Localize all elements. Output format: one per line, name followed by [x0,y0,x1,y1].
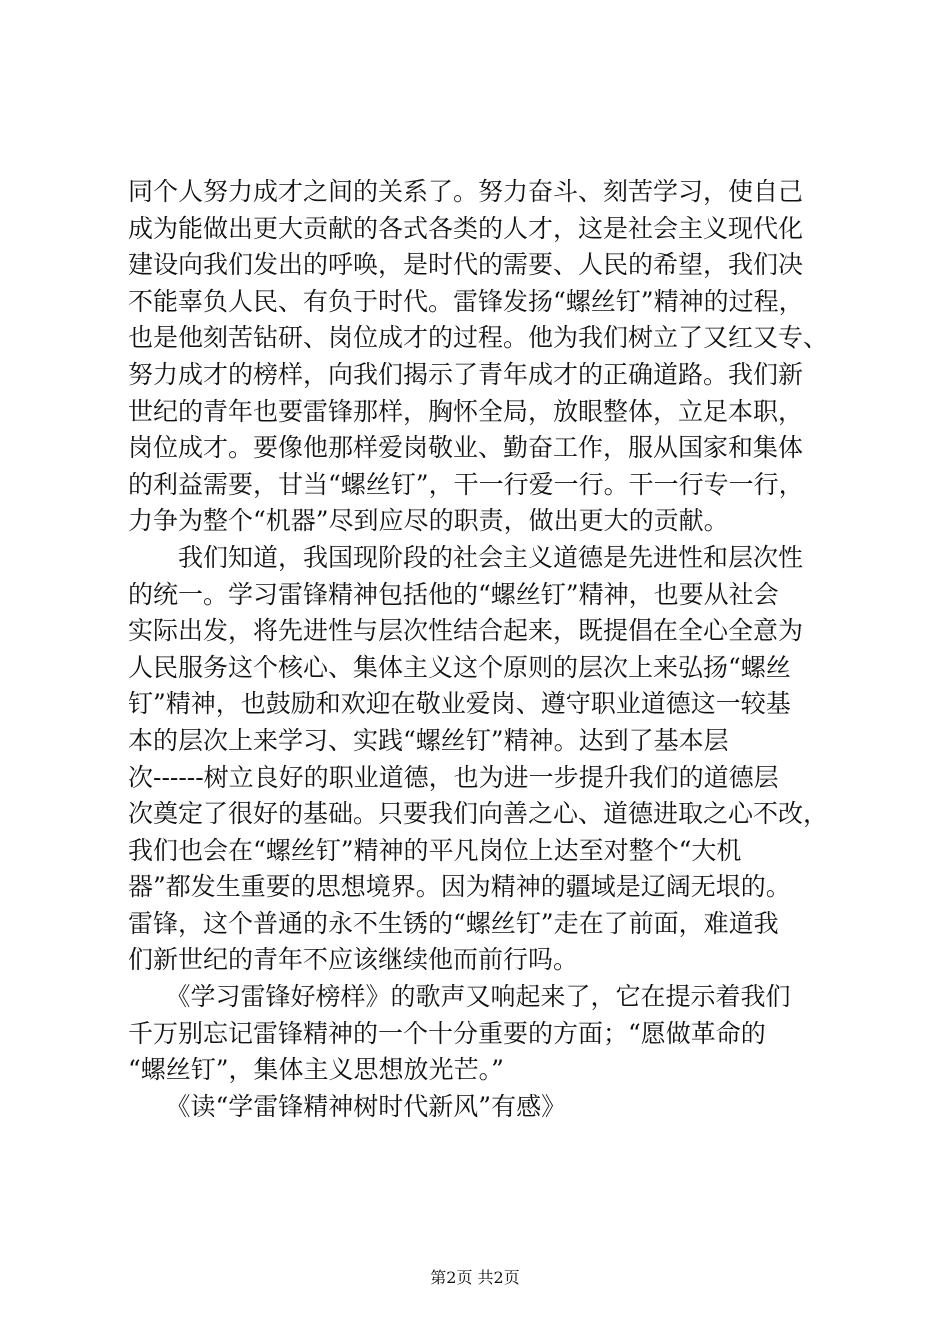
text-line: 实际出发，将先进性与层次性结合起来，既提倡在全心全意为 [128,616,804,646]
text-line: 的统一。学习雷锋精神包括他的“螺丝钉”精神，也要从社会 [128,579,779,609]
text-line: 也是他刻苦钻研、岗位成才的过程。他为我们树立了又红又专、 [128,323,829,353]
text-line: 成为能做出更大贡献的各式各类的人才，这是社会主义现代化 [128,213,804,243]
text-line: 《读“学雷锋精神树时代新风”有感》 [128,1091,567,1121]
text-line: 人民服务这个核心、集体主义这个原则的层次上来弘扬“螺丝 [128,652,791,682]
text-line: 建设向我们发出的呼唤，是时代的需要、人民的希望，我们决 [128,250,804,280]
text-line: “螺丝钉”，集体主义思想放光芒。” [128,1055,504,1085]
text-line: 本的层次上来学习、实践“螺丝钉”精神。达到了基本层 [128,725,729,755]
text-line: 努力成才的榜样，向我们揭示了青年成才的正确道路。我们新 [128,359,804,389]
document-body [128,174,828,1125]
text-line: 我们知道，我国现阶段的社会主义道德是先进性和层次性 [128,542,804,572]
text-line: 器”都发生重要的思想境界。因为精神的疆域是辽阔无垠的。 [128,872,791,902]
text-line: 雷锋，这个普通的永不生锈的“螺丝钉”走在了前面，难道我 [128,908,779,938]
text-line: 力争为整个“机器”尽到应尽的职责，做出更大的贡献。 [128,506,729,536]
text-line: 钉”精神，也鼓励和欢迎在敬业爱岗、遵守职业道德这一较基 [128,689,791,719]
text-line: 的利益需要，甘当“螺丝钉”，干一行爱一行。干一行专一行， [128,469,804,499]
text-line: 次奠定了很好的基础。只要我们向善之心、道德进取之心不改， [128,799,829,829]
text-line: 次------树立良好的职业道德，也为进一步提升我们的道德层 [128,762,779,792]
text-line: 世纪的青年也要雷锋那样，胸怀全局，放眼整体，立足本职， [128,396,804,426]
text-line: 们新世纪的青年不应该继续他而前行吗。 [128,945,579,975]
text-line: 千万别忘记雷锋精神的一个十分重要的方面；“愿做革命的 [128,1018,766,1048]
text-line: 同个人努力成才之间的关系了。努力奋斗、刻苦学习，使自己 [128,177,804,206]
text-line: 不能辜负人民、有负于时代。雷锋发扬“螺丝钉”精神的过程， [128,286,804,316]
text-line: 《学习雷锋好榜样》的歌声又响起来了，它在提示着我们 [128,982,791,1012]
text-line: 我们也会在“螺丝钉”精神的平凡岗位上达至对整个“大机 [128,835,742,865]
page-number-footer: 第2页 共2页 [430,1268,520,1287]
text-line: 岗位成才。要像他那样爱岗敬业、勤奋工作，服从国家和集体 [128,433,804,463]
